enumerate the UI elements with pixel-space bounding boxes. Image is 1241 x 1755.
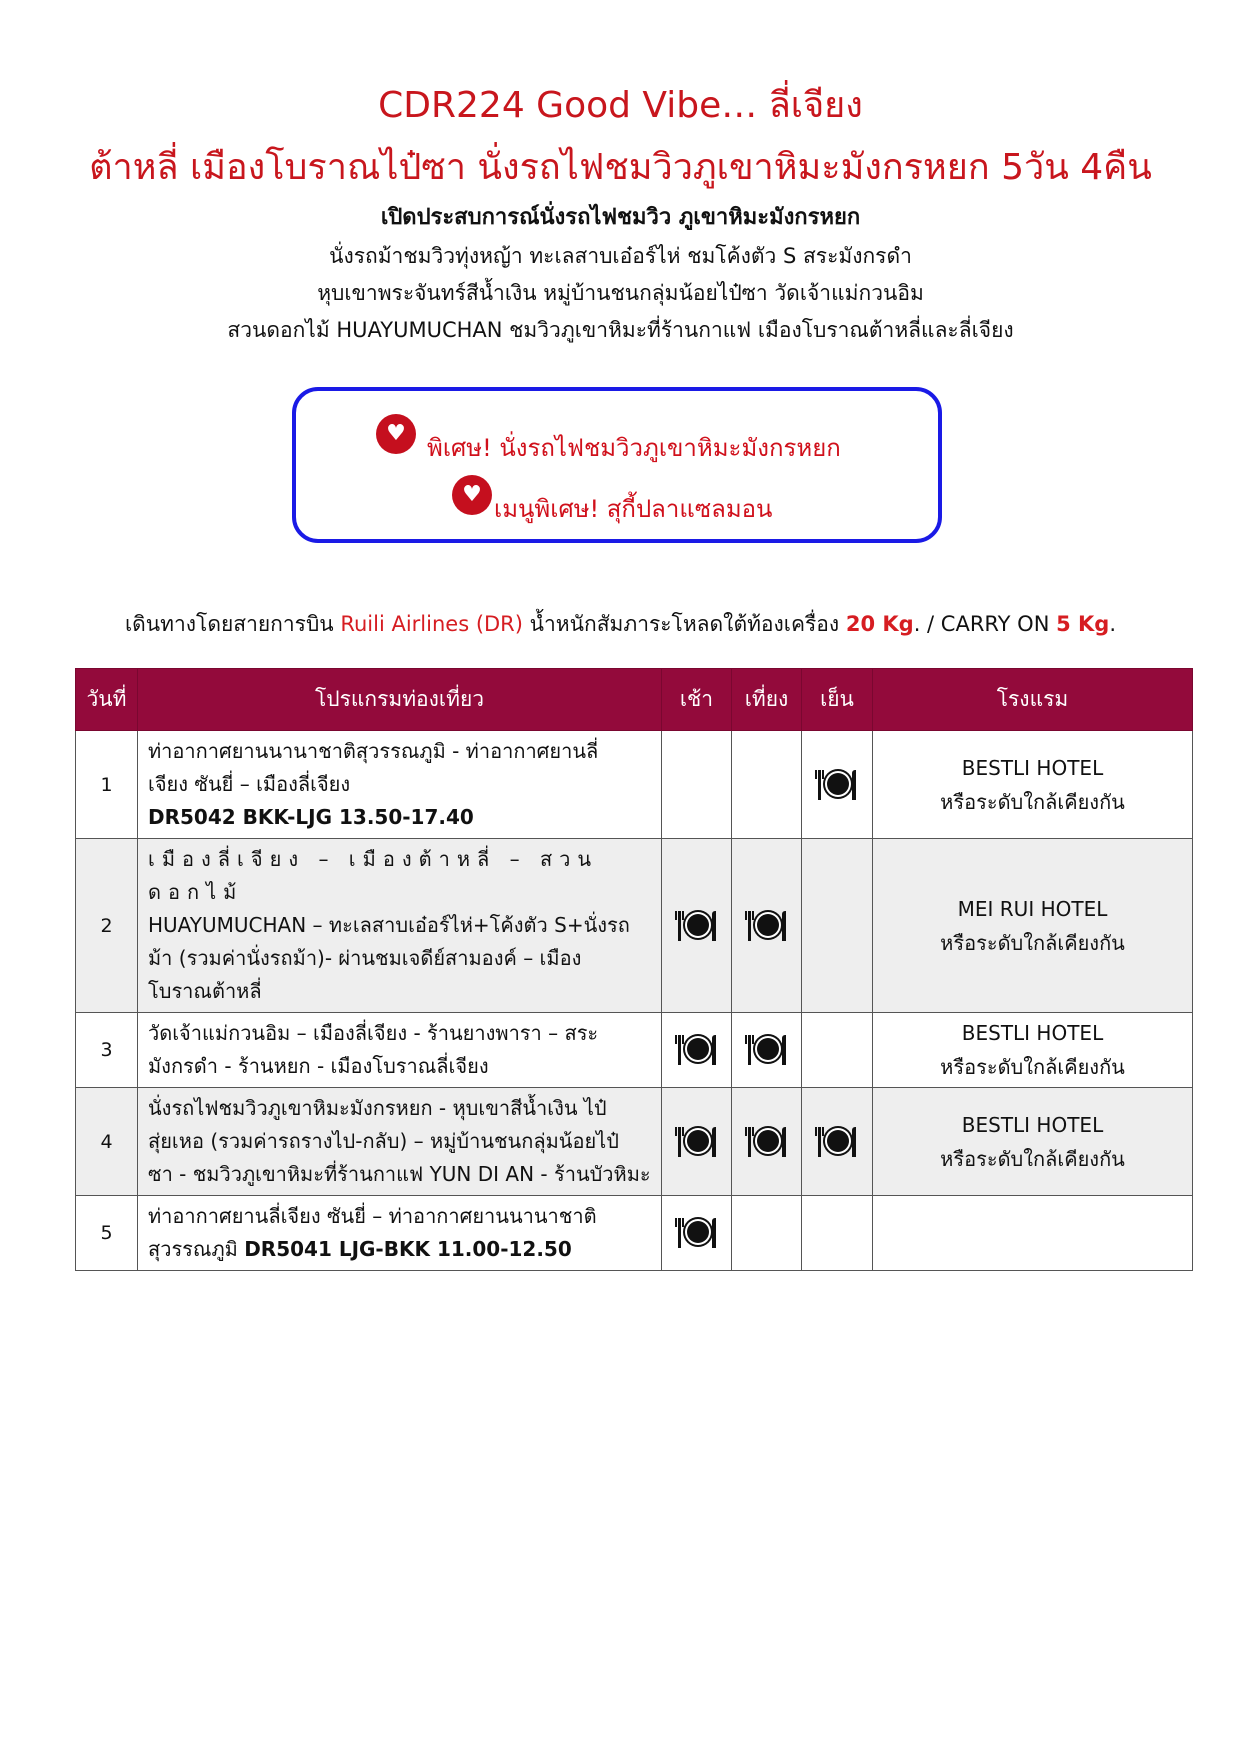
header-hotel: โรงแรม [873,669,1193,731]
meal-icon [748,1127,786,1157]
program-line: ม้า (รวมค่านั่งรถม้า)- ผ่านชมเจดีย์สามองค์ – เมือง [148,946,582,970]
program-line [148,1233,651,1266]
program-line: HUAYUMUCHAN – ทะเลสาบเอ๋อร์ไห่+โค้งตัว S+นั่งรถ [148,913,630,937]
table-header [76,669,1193,731]
lunch-cell [732,1013,802,1088]
tour-title: CDR224 Good Vibe… ลี่เจียง [378,85,863,126]
breakfast-cell [662,1196,732,1271]
dinner-cell [802,1196,873,1271]
program-cell [138,1088,662,1196]
breakfast-cell [662,731,732,839]
flight-info: DR5041 LJG-BKK 11.00-12.50 [244,1237,572,1261]
program-text: สุวรรณภูมิ [148,1237,245,1261]
hotel-cell [873,1196,1193,1271]
checked-baggage: 20 Kg [845,612,914,636]
airline-name: Ruili Airlines (DR) [340,612,523,636]
breakfast-cell [662,1013,732,1088]
meal-icon [748,911,786,941]
program-line: เมืองลี่เจียง – เมืองต้าหลี่ – สวนดอกไม้ [148,847,599,904]
header-dinner: เย็น [802,669,873,731]
meal-icon [678,1035,716,1065]
airline-middle: น้ำหนักสัมภาระโหลดใต้ท้องเครื่อง [522,612,846,636]
meal-icon [678,911,716,941]
program-line: ซา - ชมวิวภูเขาหิมะที่ร้านกาแฟ YUN DI AN - ร้านบัวหิมะ [148,1162,651,1186]
airline-end: . [1109,612,1116,636]
program-line: เจียง ซันยี่ – เมืองลี่เจียง [148,772,351,796]
program-line: วัดเจ้าแม่กวนอิม – เมืองลี่เจียง - ร้านยางพารา – สระ [148,1021,599,1045]
day-number: 1 [76,731,138,839]
itinerary-table [75,668,1193,1271]
promo-box [292,387,942,543]
table-row [76,1088,1193,1196]
promo-line: พิเศษ! นั่งรถไฟชมวิวภูเขาหิมะมังกรหยก [427,434,841,462]
lunch-cell [732,839,802,1013]
hotel-name: BESTLI HOTEL [961,755,1104,780]
breakfast-cell [662,1088,732,1196]
hotel-cell [873,1013,1193,1088]
highlight-line: สวนดอกไม้ HUAYUMUCHAN ชมวิวภูเขาหิมะที่ร้านกาแฟ เมืองโบราณต้าหลี่และลี่เจียง [227,318,1014,342]
lunch-cell [732,1196,802,1271]
dinner-cell [802,1088,873,1196]
program-line: ท่าอากาศยานนานาชาติสุวรรณภูมิ - ท่าอากาศยานลี่ [148,739,599,763]
hotel-note: หรือระดับใกล้เคียงกัน [940,1146,1125,1171]
hotel-cell [873,839,1193,1013]
lunch-cell [732,1088,802,1196]
header-program: โปรแกรมท่องเที่ยว [138,669,662,731]
hotel-name: MEI RUI HOTEL [957,896,1108,921]
program-cell [138,839,662,1013]
tour-tagline: เปิดประสบการณ์นั่งรถไฟชมวิว ภูเขาหิมะมังกรหยก [380,205,861,230]
dinner-cell [802,731,873,839]
highlight-line: นั่งรถม้าชมวิวทุ่งหญ้า ทะเลสาบเอ๋อร์ไห่ ชมโค้งตัว S สระมังกรดำ [329,244,912,268]
program-cell [138,731,662,839]
day-number: 4 [76,1088,138,1196]
meal-icon [818,1127,856,1157]
lunch-cell [732,731,802,839]
meal-icon [748,1035,786,1065]
program-line: มังกรดำ - ร้านหยก - เมืองโบราณลี่เจียง [148,1054,489,1078]
hotel-cell [873,1088,1193,1196]
day-number: 5 [76,1196,138,1271]
program-cell [138,1013,662,1088]
flight-info: DR5042 BKK-LJG 13.50-17.40 [148,805,474,829]
day-number: 2 [76,839,138,1013]
table-row [76,1013,1193,1088]
breakfast-cell [662,839,732,1013]
hotel-name: BESTLI HOTEL [961,1021,1104,1045]
hotel-note: หรือระดับใกล้เคียงกัน [940,930,1125,955]
meal-icon [678,1218,716,1248]
meal-icon [678,1127,716,1157]
header-lunch: เที่ยง [732,669,802,731]
highlight-line: หุบเขาพระจันทร์สีน้ำเงิน หมู่บ้านชนกลุ่มน้อยไป๋ซา วัดเจ้าแม่กวนอิม [317,281,924,305]
header-day: วันที่ [76,669,138,731]
heart-icon: ♥ [376,414,416,454]
program-line: ท่าอากาศยานลี่เจียง ซันยี่ – ท่าอากาศยานนานาชาติ [148,1204,597,1228]
program-cell [138,1196,662,1271]
header-breakfast: เช้า [662,669,732,731]
table-row [76,731,1193,839]
hotel-note: หรือระดับใกล้เคียงกัน [940,789,1125,814]
hotel-name: BESTLI HOTEL [961,1112,1104,1137]
day-number: 3 [76,1013,138,1088]
airline-prefix: เดินทางโดยสายการบิน [124,612,341,636]
program-line: โบราณต้าหลี่ [148,979,262,1003]
table-row [76,1196,1193,1271]
heart-icon: ♥ [452,475,492,515]
promo-line: เมนูพิเศษ! สุกี้ปลาแซลมอน [494,495,773,523]
dinner-cell [802,1013,873,1088]
hotel-note: หรือระดับใกล้เคียงกัน [940,1055,1125,1079]
dinner-cell [802,839,873,1013]
hotel-cell [873,731,1193,839]
airline-info [0,609,1241,639]
program-line: สุ่ยเหอ (รวมค่ารถรางไป-กลับ) – หมู่บ้านชนกลุ่มน้อยไป๋ [148,1129,619,1153]
carry-on-text: . / CARRY ON [913,612,1057,636]
table-row [76,839,1193,1013]
carry-on-weight: 5 Kg [1056,612,1110,636]
tour-subtitle-red: ต้าหลี่ เมืองโบราณไป๋ซา นั่งรถไฟชมวิวภูเขาหิมะมังกรหยก 5วัน 4คืน [89,147,1152,188]
program-line: นั่งรถไฟชมวิวภูเขาหิมะมังกรหยก - หุบเขาสีน้ำเงิน ไป๋ [148,1096,607,1120]
meal-icon [818,770,856,800]
